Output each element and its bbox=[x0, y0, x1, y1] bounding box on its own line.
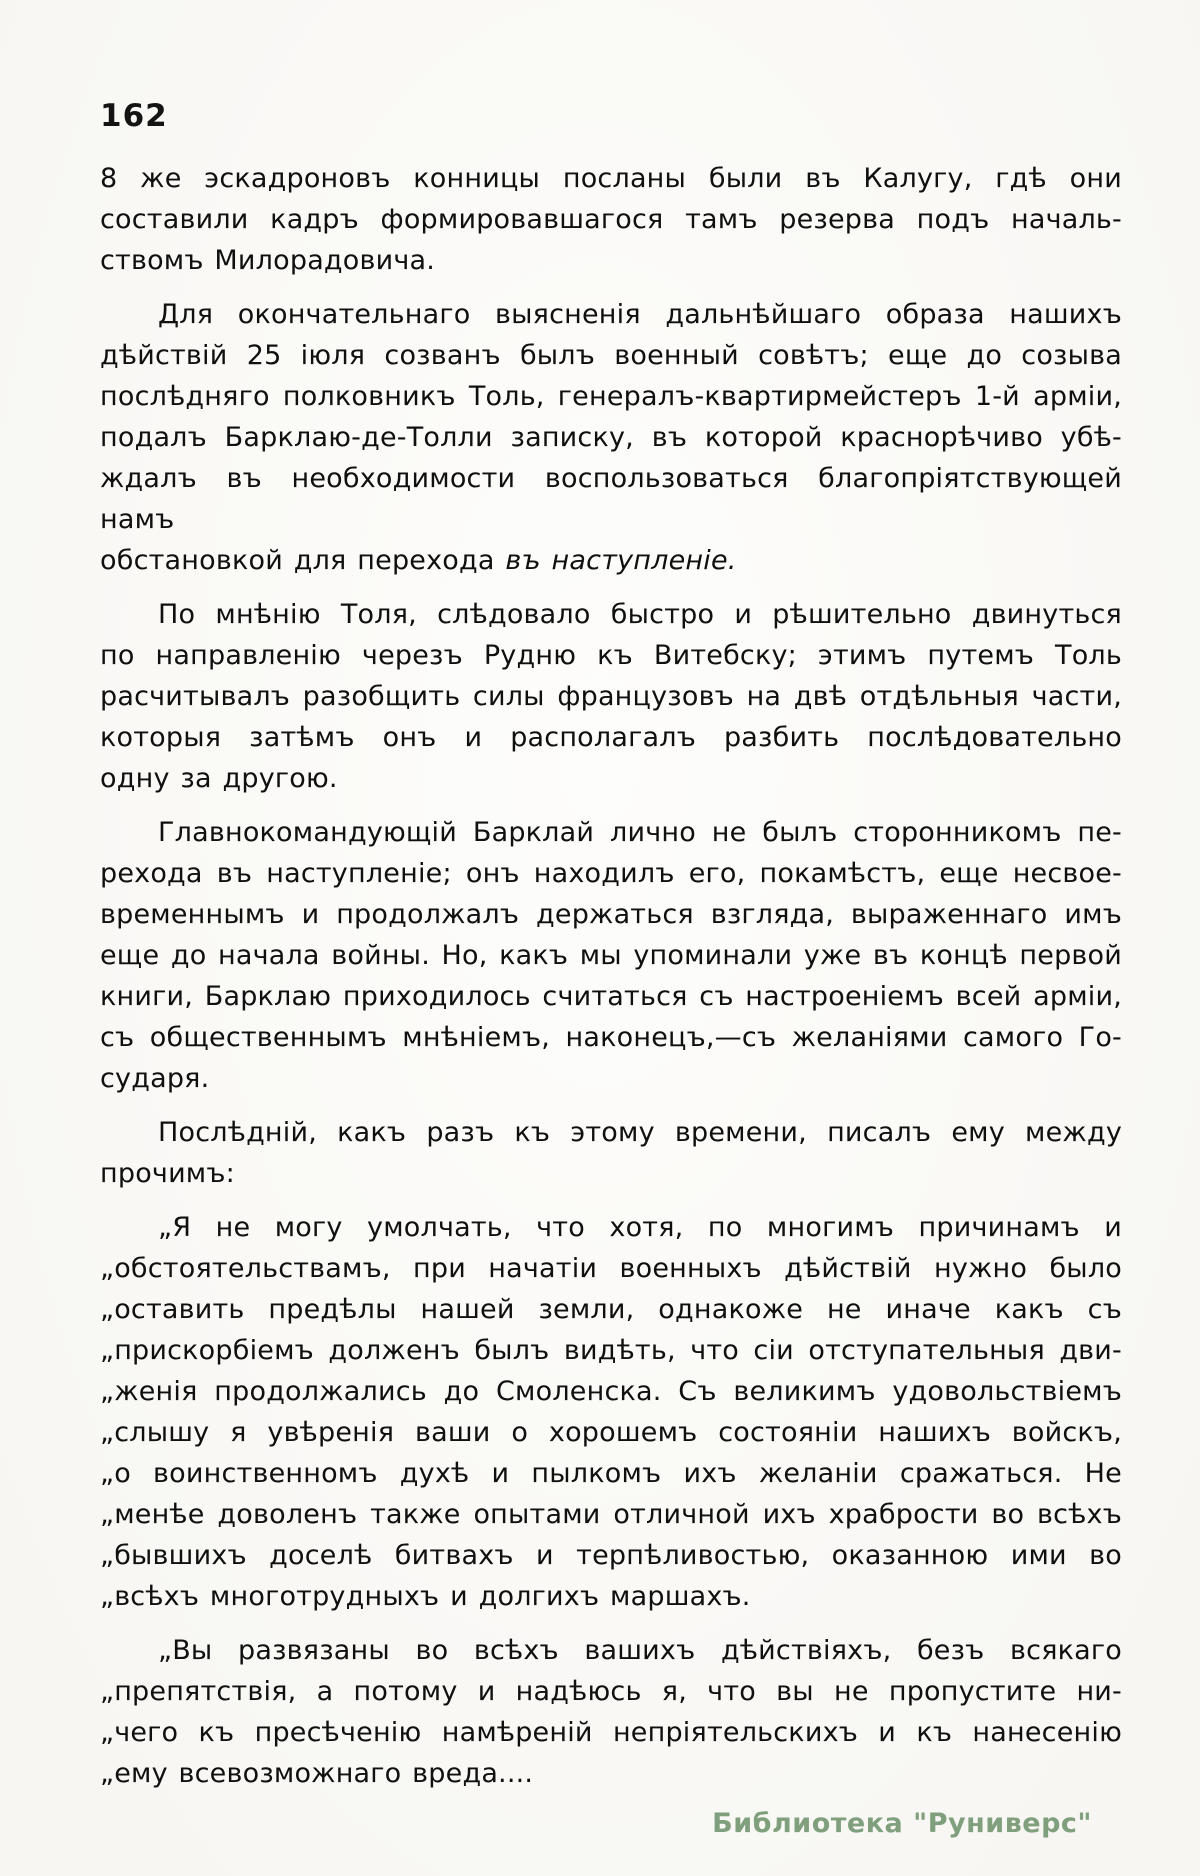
text-span: обстановкой для перехода bbox=[100, 545, 506, 576]
text-line: „менѣе доволенъ также опытами отличной ихъ храбрости во всѣхъ bbox=[100, 1499, 1122, 1530]
paragraph bbox=[100, 594, 1122, 799]
text-line: „Вы развязаны во всѣхъ вашихъ дѣйствіяхъ, безъ всякаго bbox=[158, 1635, 1122, 1666]
text-line: еще до начала войны. Но, какъ мы упоминали уже въ концѣ первой bbox=[100, 940, 1122, 971]
text-line: Главнокомандующій Барклай лично не былъ сторонникомъ пе- bbox=[158, 817, 1122, 848]
text-line: „ему всевозможнаго вреда.... bbox=[100, 1758, 534, 1789]
text-line: Для окончательнаго выясненія дальнѣйшаго образа нашихъ bbox=[158, 299, 1122, 330]
text-line: „чего къ пресѣченію намѣреній непріятельскихъ и къ нанесенію bbox=[100, 1717, 1122, 1748]
text-block bbox=[100, 158, 1122, 1807]
text-line: „обстоятельствамъ, при начатіи военныхъ дѣйствій нужно было bbox=[100, 1253, 1122, 1284]
text-line: которыя затѣмъ онъ и располагалъ разбить послѣдовательно bbox=[100, 722, 1122, 753]
text-line: составили кадръ формировавшагося тамъ резерва подъ началь- bbox=[100, 204, 1122, 235]
text-line: 8 же эскадроновъ конницы посланы были въ Калугу, гдѣ они bbox=[100, 163, 1122, 194]
paragraph bbox=[100, 1630, 1122, 1794]
text-line: одну за другою. bbox=[100, 763, 338, 794]
text-line bbox=[100, 540, 1122, 581]
text-line: „о воинственномъ духѣ и пылкомъ ихъ желаніи сражаться. Не bbox=[100, 1458, 1122, 1489]
text-line: книги, Барклаю приходилось считаться съ настроеніемъ всей арміи, bbox=[100, 981, 1122, 1012]
paragraph bbox=[100, 294, 1122, 581]
text-line: „всѣхъ многотрудныхъ и долгихъ маршахъ. bbox=[100, 1581, 751, 1612]
library-watermark: Библиотека "Руниверс" bbox=[712, 1808, 1092, 1839]
text-line: расчитывалъ разобщить силы французовъ на двѣ отдѣльныя части, bbox=[100, 681, 1122, 712]
text-line: Послѣдній, какъ разъ къ этому времени, писалъ ему между bbox=[158, 1117, 1122, 1148]
text-line: „прискорбіемъ долженъ былъ видѣть, что сіи отступательныя дви- bbox=[100, 1335, 1122, 1366]
text-line: По мнѣнію Толя, слѣдовало быстро и рѣшительно двинуться bbox=[158, 599, 1122, 630]
text-line: „бывшихъ доселѣ битвахъ и терпѣливостью, оказанною ими во bbox=[100, 1540, 1122, 1571]
text-line: „препятствія, а потому и надѣюсь я, что вы не пропустите ни- bbox=[100, 1676, 1122, 1707]
text-line: по направленію черезъ Рудню къ Витебску; этимъ путемъ Толь bbox=[100, 640, 1122, 671]
text-line: подалъ Барклаю-де-Толли записку, въ которой краснорѣчиво убѣ- bbox=[100, 422, 1122, 453]
text-line: „женія продолжались до Смоленска. Съ великимъ удовольствіемъ bbox=[100, 1376, 1122, 1407]
text-line: съ общественнымъ мнѣніемъ, наконецъ,—съ желаніями самого Го- bbox=[100, 1022, 1122, 1053]
text-line: „Я не могу умолчать, что хотя, по многимъ причинамъ и bbox=[158, 1212, 1122, 1243]
paragraph bbox=[100, 812, 1122, 1099]
page-number: 162 bbox=[100, 98, 168, 134]
paragraph bbox=[100, 1112, 1122, 1194]
text-line: сударя. bbox=[100, 1063, 210, 1094]
text-line: послѣдняго полковникъ Толь, генералъ-квартирмейстеръ 1-й арміи, bbox=[100, 381, 1122, 412]
text-line: дѣйствій 25 іюля созванъ былъ военный совѣтъ; еще до созыва bbox=[100, 340, 1122, 371]
text-line: рехода въ наступленіе; онъ находилъ его, покамѣстъ, еще несвое- bbox=[100, 858, 1122, 889]
text-line: ждалъ въ необходимости воспользоваться благопріятствующей намъ bbox=[100, 463, 1122, 535]
text-line: временнымъ и продолжалъ держаться взгляда, выраженнаго имъ bbox=[100, 899, 1122, 930]
italic-phrase: въ наступленіе. bbox=[505, 545, 737, 576]
text-line: „оставить предѣлы нашей земли, однакоже не иначе какъ съ bbox=[100, 1294, 1122, 1325]
paragraph bbox=[100, 1207, 1122, 1617]
text-line: прочимъ: bbox=[100, 1158, 235, 1189]
text-line: ствомъ Милорадовича. bbox=[100, 245, 436, 276]
paragraph bbox=[100, 158, 1122, 281]
text-line: „слышу я увѣренія ваши о хорошемъ состояніи нашихъ войскъ, bbox=[100, 1417, 1122, 1448]
